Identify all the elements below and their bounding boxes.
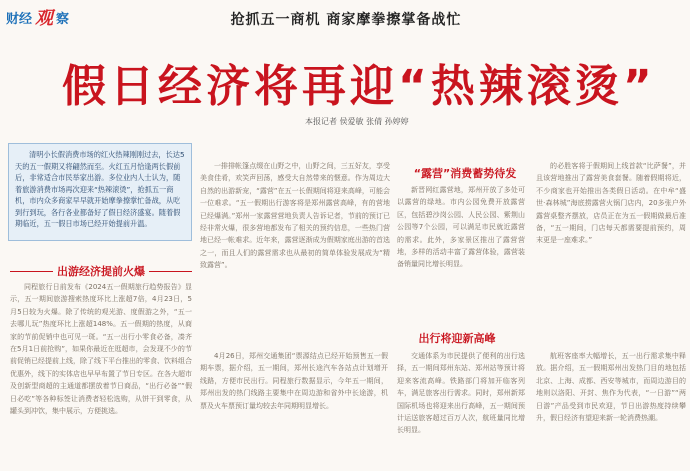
section-label: “露营”消费蓄势待发 — [413, 167, 517, 180]
lead-text: 清明小长假消费市场的红火热辣刚刚过去，长达5天的五一假期又将翩然而至。火红五月恰逢两长假前后，非常适合市民举家出游。多位业内人士认为，随着旅游消费市场再次迎来“热辣滚烫”，抢抓五一商机，市内众多商家早早就开始摩拳擦掌忙备战，从吃到行到玩，各行各业都备好了假日经济盛宴。随着假期临近，五一假日市场已经开始提前升温。 — [15, 150, 185, 228]
column-tag-part2: 观 — [35, 8, 54, 29]
main-headline: 假日经济将再迎“热辣滚烫” — [62, 61, 656, 112]
section-label: 出行将迎新高峰 — [418, 332, 496, 345]
article-column-f: 交通体系为市民提供了便利的出行选择，五一期间郑州东站、郑州站等预计将迎来客流高峰。铁路部门将加开临客列车，满足旅客出行需求。同时，郑州新郑国际机场也将迎来出行高峰，五一期间预计运送旅客超过百万人次，航班量同比增长明显。 — [397, 352, 525, 435]
article-column-g: 航班客座率大幅增长，五一出行需求集中释放。据介绍，五一假期郑州出发热门目的地包括北京、上海、成都、西安等城市，而周边游目的地则以洛阳、开封、焦作为代表，“一日游”“两日游”产品受到市民欢迎，节日出游热度持续攀升，假日经济有望迎来新一轮消费热潮。 — [536, 352, 686, 423]
article-column-d: 的必胜客将于假期间上线首款“比萨餐”，并且该营地推出了露营美食套餐。随着假期将近，不少商家也开始推出各类假日活动。在中牟“盛世·森林城”海底捞露营火锅门店内，20多张户外露营桌整齐摆放，店员正在为五一假期做最后准备，“五一期间，门店每天都需要提前预约，周末更是一座难求。” — [536, 162, 686, 245]
section-head-camping — [405, 165, 525, 181]
column-tag — [6, 6, 69, 28]
article-column-e: 4月26日，郑州交通集团“票源结点已经开始预售五一假期车票，据介绍，五一期间，郑州长途汽车各站点计划增开线路，方便市民出行。同程旅行数据显示，今年五一期间，郑州出发的热门线路主要集中在周边游和省外中长途游，机票及火车票预订量均较去年同期明显增长。 — [200, 352, 388, 410]
section-rule — [10, 271, 53, 272]
section-label: 出游经济提前火爆 — [57, 265, 145, 278]
column-tag-part3: 察 — [56, 11, 70, 27]
article-column-b: 一排排帐篷点缀在山野之中，山野之间，三五好友，享受美食佳肴，欢笑声回荡，感受大自然带来的惬意。作为周边大自然的出游新宠，“露营”在五一长假期间将迎来高峰，可能会一位难求。“五一假期出行游客将是郑州露营高峰，有的营地已经爆满。”郑州一家露营营地负责人告诉记者，节前的预订已经非常火爆，很多营地都发布了相关的预约信息，一些热门营地已经一帐难求。近年来，露营逐渐成为假期家庭出游的首选之一，而且人们的露营需求也从最初的简单体验发展成为“精致露营”。 — [200, 162, 390, 270]
lead-box — [8, 143, 192, 241]
section-rule — [149, 271, 192, 272]
column-tag-part1: 财经 — [6, 11, 33, 27]
subtitle-tagline: 抢抓五一商机 商家摩拳擦掌备战忙 — [230, 12, 462, 28]
byline: 本报记者 侯爱敏 张倩 孙婷婷 — [305, 117, 409, 126]
article-column-c: 新晋网红露营地，郑州开放了多处可以露营的绿地。市内公园免费开放露营区，包括碧沙岗公园、人民公园、紫荆山公园等7个公园，可以满足市民就近露营的需求。此外，多家景区推出了露营营地，多样的活动丰富了露营体验，露营装备销量同比增长明显。 — [397, 186, 525, 269]
section-head-outbound-travel — [10, 263, 192, 279]
section-head-travel-peak — [392, 330, 522, 346]
article-column-a: 同程旅行日前发布《2024五一假期旅行趋势报告》显示，五一期间旅游搜索热度环比上涨超7倍，4月23日，5月5日较为火爆。除了传统的观光游、度假游之外，“五一去哪儿玩”热度环比上涨超148%。五一假期的热度，从商家的节前促销中也可见一斑。“五一出行小零食必备，凑齐在5月1日前抢购”，如果你最近在逛超市，会发现不少的节前促销已经提前上线，除了线下平台推出的零食、饮料组合优惠外，线下的实体店也早早布置了节日专区。在各大超市及创新型商超的主通道都摆放着节日商品，“出行必备”“假日必吃”等各种标签让消费者轻松选购，从饼干到零食，从罐头到冲饮，集中展示，方便挑选。 — [10, 283, 192, 416]
